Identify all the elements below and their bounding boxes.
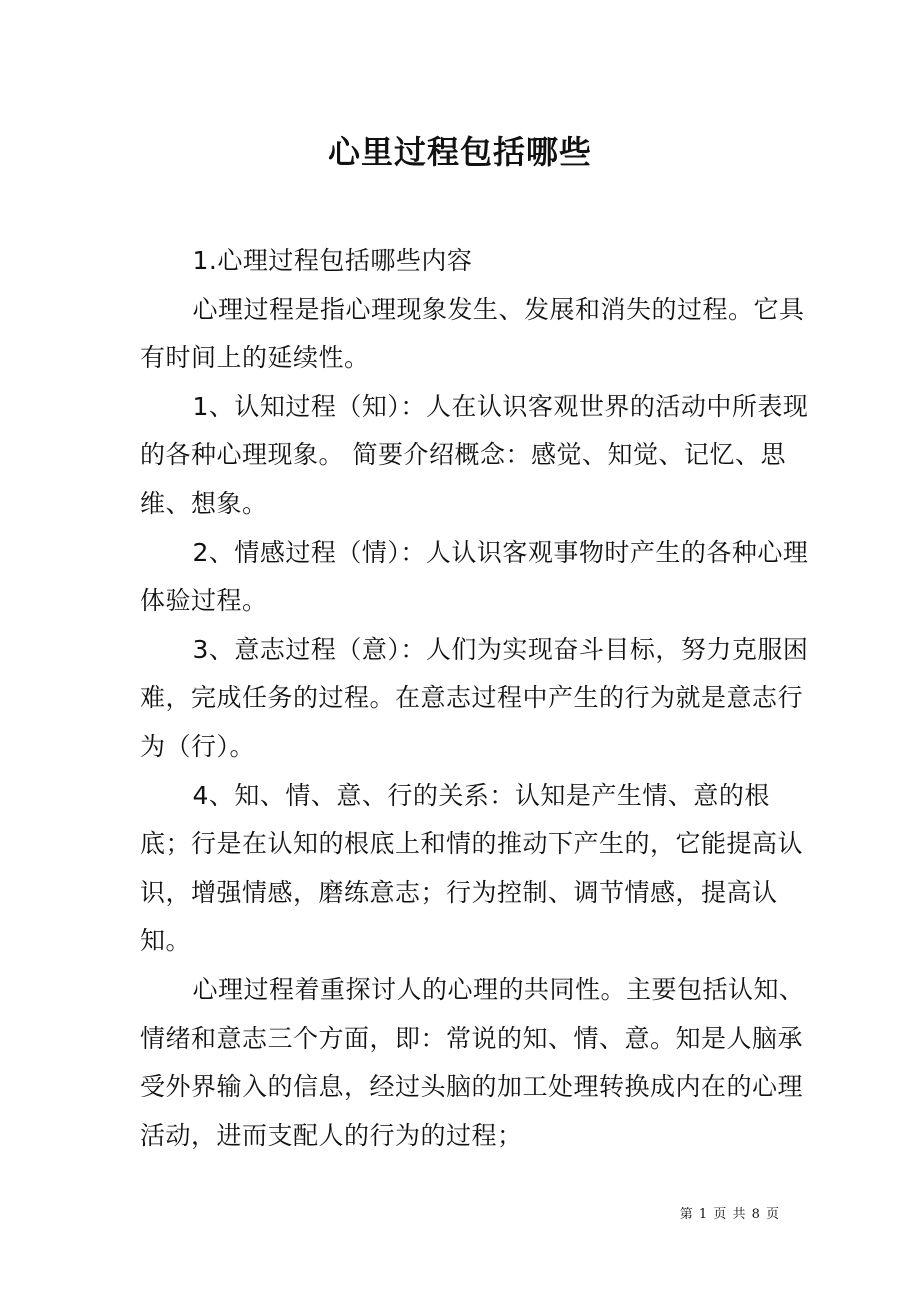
paragraph: 3、意志过程（意）：人们为实现奋斗目标，努力克服困难，完成任务的过程。在意志过程中产生的行为就是意志行为（行）。 bbox=[140, 634, 809, 761]
paragraph: 2、情感过程（情）：人认识客观事物时产生的各种心理体验过程。 bbox=[140, 537, 809, 616]
paragraph: 心理过程着重探讨人的心理的共同性。主要包括认知、情绪和意志三个方面，即：常说的知、情、意。知是人脑承受外界输入的信息，经过头脑的加工处理转换成内在的心理活动，进而支配人的行为的过程； bbox=[140, 974, 805, 1150]
document-body bbox=[140, 237, 812, 1160]
page-number-footer: 第 1 页 共 8 页 bbox=[679, 1207, 780, 1222]
paragraph-heading: 1.心理过程包括哪些内容 bbox=[192, 246, 473, 275]
paragraph: 心理过程是指心理现象发生、发展和消失的过程。它具有时间上的延续性。 bbox=[140, 294, 805, 373]
paragraph: 4、知、情、意、行的关系：认知是产生情、意的根底；行是在认知的根底上和情的推动下产生的，它能提高认识，增强情感，磨练意志；行为控制、调节情感，提高认知。 bbox=[140, 780, 804, 956]
document-title: 心里过程包括哪些 bbox=[327, 133, 592, 171]
paragraph: 1、认知过程（知）：人在认识客观世界的活动中所表现的各种心理现象。 简要介绍概念：感觉、知觉、记忆、思维、想象。 bbox=[140, 391, 809, 518]
